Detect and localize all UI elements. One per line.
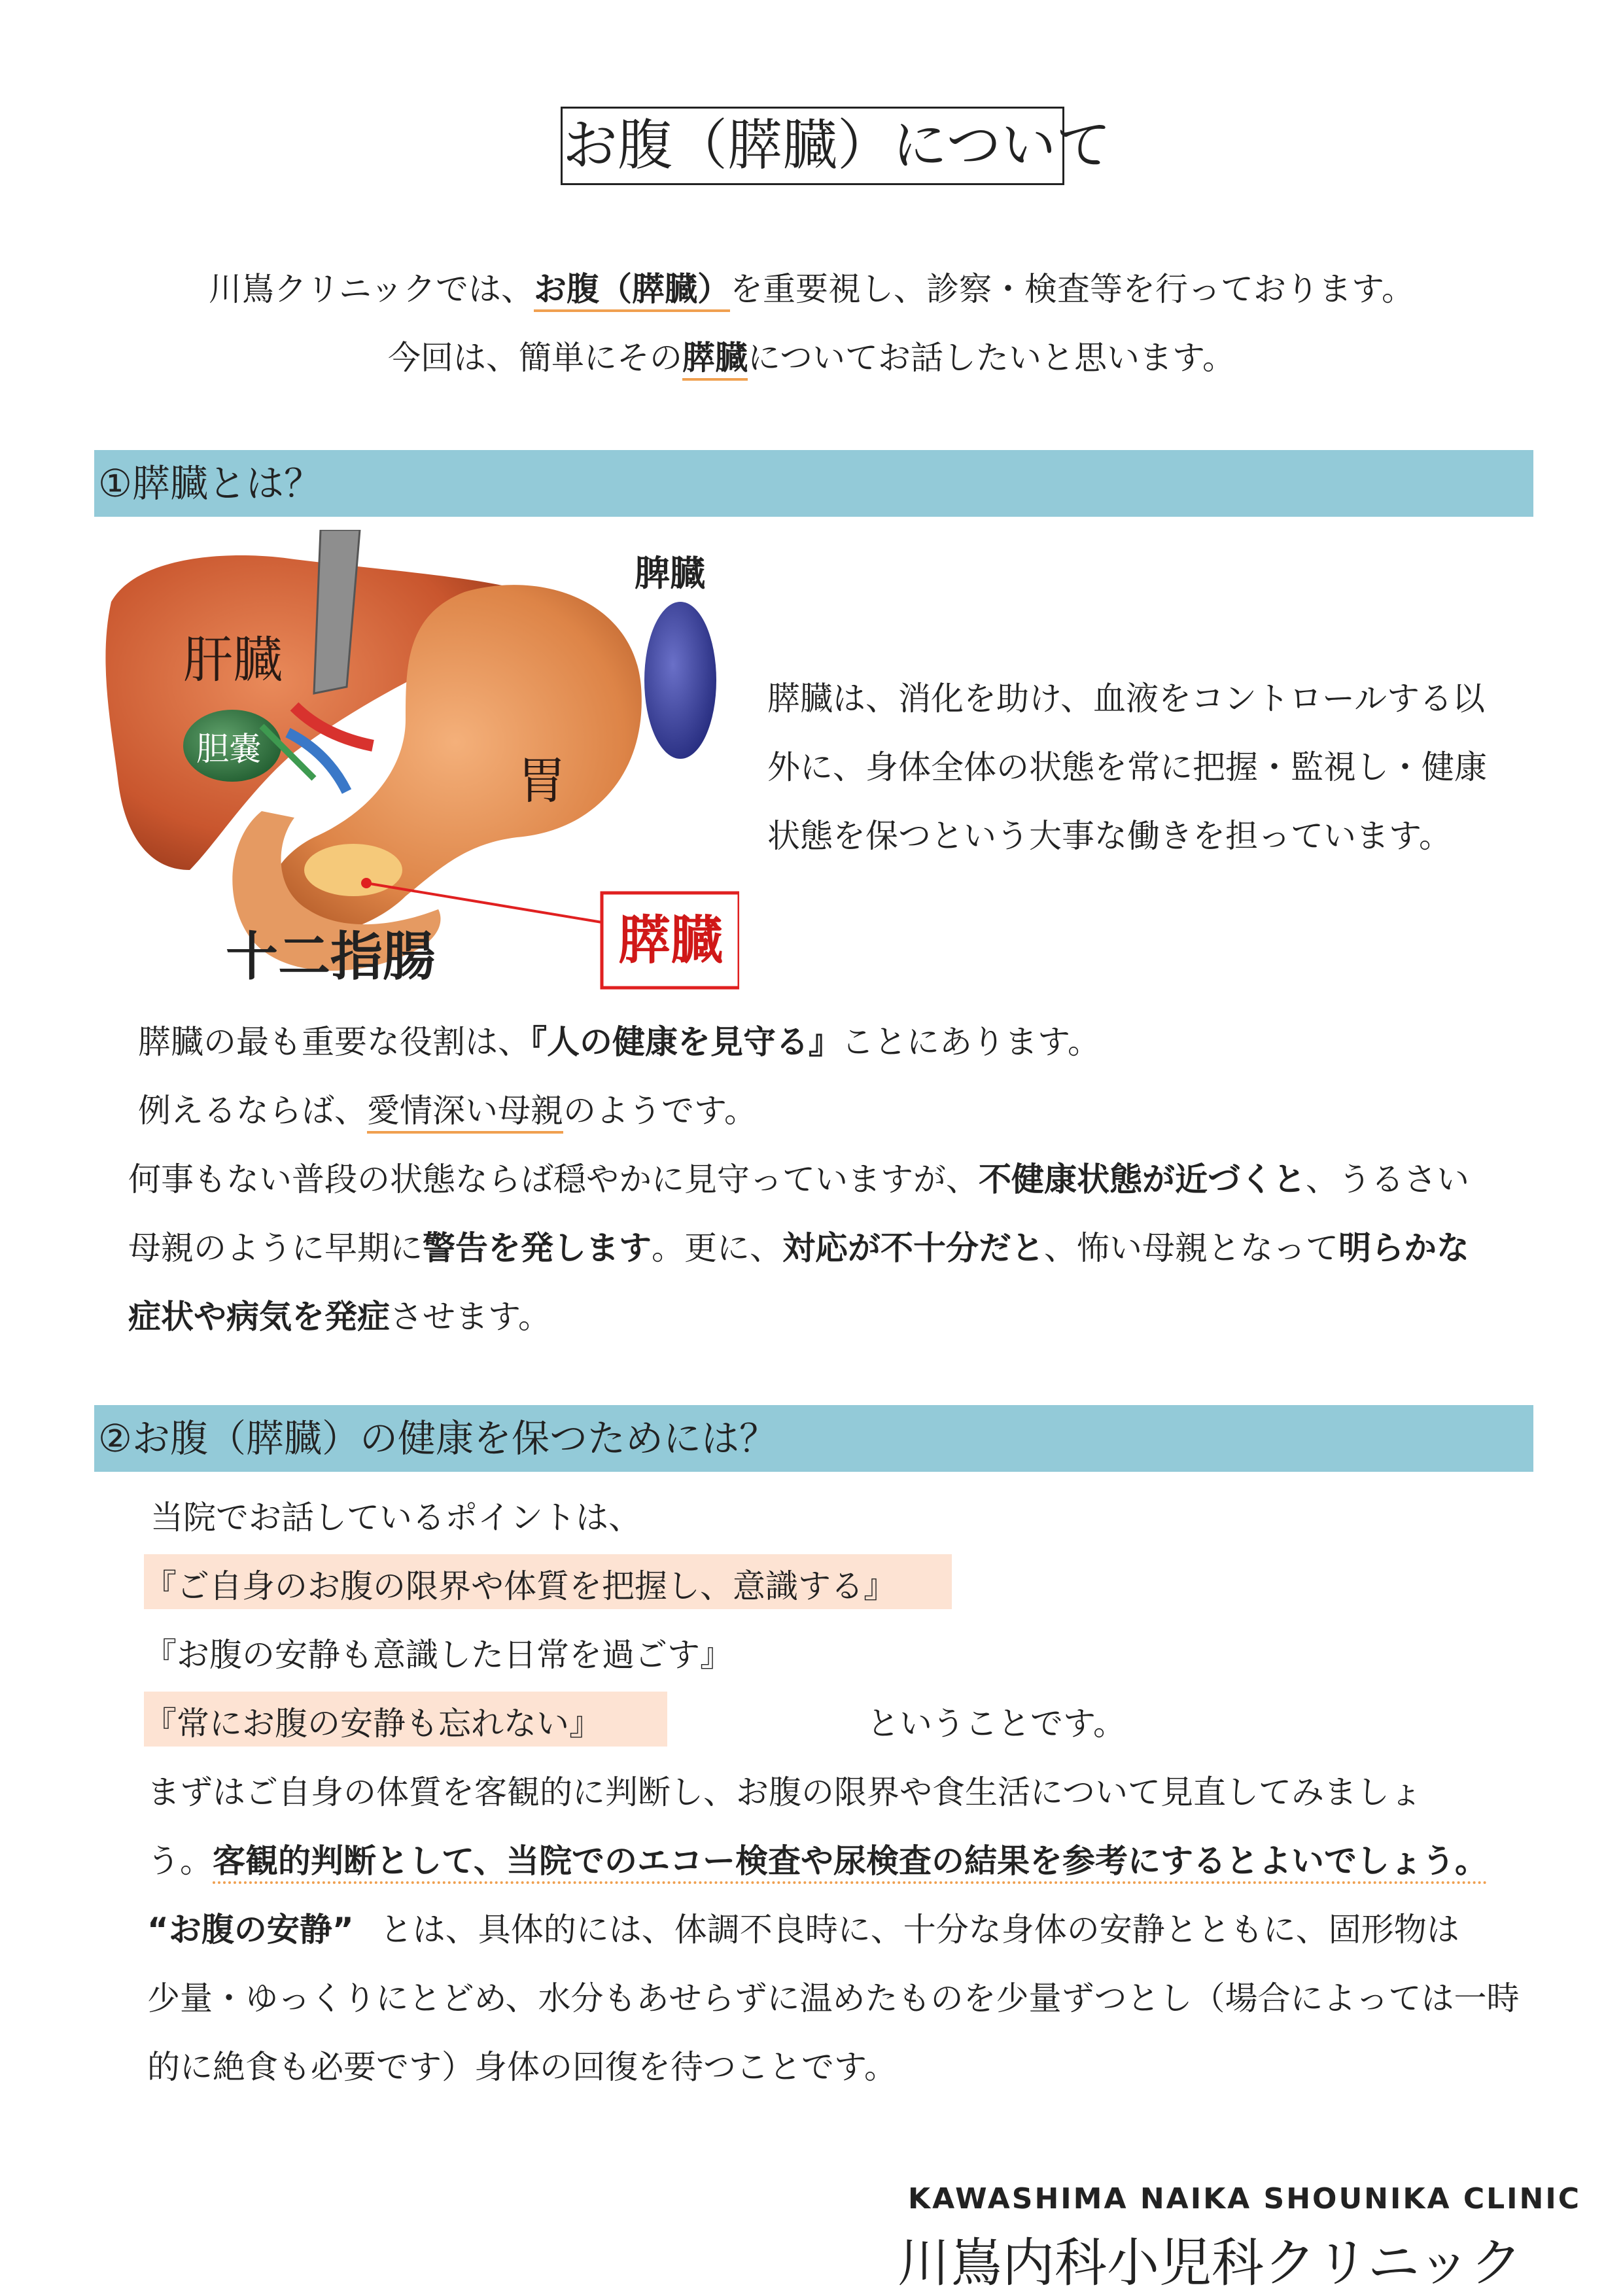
section-2-para-2 <box>147 1835 1488 1882</box>
body-emphasis: 対応が不十分だと <box>782 1229 1044 1267</box>
pancreas-label: 膵臓 <box>618 910 723 971</box>
intro-text: 川嶌クリニックでは、 <box>209 270 534 308</box>
body-emphasis: 明らかな <box>1338 1229 1469 1267</box>
gallbladder-label: 胆嚢 <box>196 730 262 768</box>
pancreas-shape <box>304 844 402 896</box>
section-1-para-4 <box>128 1222 1469 1269</box>
body-text: させます。 <box>390 1298 551 1336</box>
liver-label: 肝臓 <box>183 631 283 689</box>
body-emphasis: 不健康状態が近づくと <box>979 1160 1306 1198</box>
point-3: 『常にお腹の安静も忘れない』 <box>144 1705 602 1743</box>
pancreas-pointer-dot <box>361 878 372 888</box>
section-1-para-5 <box>128 1291 551 1338</box>
intro-emphasis: 膵臓 <box>682 339 748 381</box>
body-text: ことにあります。 <box>841 1023 1100 1061</box>
body-emphasis: 警告を発します <box>423 1229 652 1267</box>
section-2-para-4: 少量・ゆっくりにとどめ、水分もあせらずに温めたものを少量ずつとし（場合によっては一時 <box>147 1979 1520 2017</box>
body-text: とは、具体的には、体調不良時に、十分な身体の安静とともに、固形物は <box>379 1911 1459 1949</box>
duodenum-label: 十二指腸 <box>226 926 435 987</box>
body-text: う。 <box>147 1842 213 1880</box>
pancreas-pointer-line <box>366 883 602 922</box>
side-text-line-2: 外に、身体全体の状態を常に把握・監視し・健康 <box>767 748 1487 786</box>
pancreas-anatomy-illustration <box>98 530 739 994</box>
spleen-label: 脾臓 <box>635 553 705 594</box>
section-1-heading: ①膵臓とは？ <box>94 450 1533 517</box>
body-text: 膵臓の最も重要な役割は、 <box>138 1023 531 1061</box>
section-1-para-2 <box>138 1085 757 1132</box>
section-1-para-1 <box>138 1016 1100 1063</box>
body-text: 、うるさい <box>1306 1160 1469 1198</box>
body-emphasis: 『人の健康を見守る』 <box>531 1023 841 1061</box>
body-emphasis: 症状や病気を発症 <box>128 1298 390 1336</box>
intro-text: についてお話したいと思います。 <box>748 339 1235 377</box>
intro-line-2 <box>0 332 1623 379</box>
section-2-lead: 当院でお話しているポイントは、 <box>150 1499 641 1537</box>
body-underlined: 愛情深い母親 <box>367 1092 563 1134</box>
intro-text: 今回は、簡単にその <box>388 339 682 377</box>
points-tail: ということです。 <box>867 1705 1126 1743</box>
clinic-name-japanese: 川嶌内科小児科クリニック <box>898 2233 1523 2293</box>
body-text: 例えるならば、 <box>138 1092 367 1130</box>
intro-text: を重要視し、診察・検査等を行っております。 <box>730 270 1414 308</box>
body-emphasis: “お腹の安静” <box>147 1911 354 1949</box>
body-emphasis: 客観的判断として、当院でのエコー検査や尿検査の結果を参考にするとよいでしょう。 <box>213 1842 1488 1884</box>
section-1-para-3 <box>128 1153 1469 1200</box>
section-2-para-1: まずはご自身の体質を客観的に判断し、お腹の限界や食生活について見直してみましょ <box>147 1773 1422 1811</box>
body-text: 何事もない普段の状態ならば穏やかに見守っていますが、 <box>128 1160 979 1198</box>
section-2-para-3 <box>147 1904 1459 1951</box>
section-2-para-5: 的に絶食も必要です）身体の回復を待つことです。 <box>147 2048 897 2086</box>
intro-emphasis: お腹（膵臓） <box>534 270 730 312</box>
body-text: 母親のように早期に <box>128 1229 423 1267</box>
body-text: のようです。 <box>563 1092 757 1130</box>
body-text: 。更に、 <box>652 1229 782 1267</box>
intro-line-1 <box>0 263 1623 310</box>
side-text-line-1: 膵臓は、消化を助け、血液をコントロールする以 <box>767 680 1485 718</box>
section-2-heading: ②お腹（膵臓）の健康を保つためには？ <box>94 1405 1533 1472</box>
clinic-name-english: KAWASHIMA NAIKA SHOUNIKA CLINIC <box>908 2182 1582 2216</box>
point-2: 『お腹の安静も意識した日常を過ごす』 <box>144 1636 733 1674</box>
stomach-label: 胃 <box>517 752 567 810</box>
body-text: 、怖い母親となって <box>1044 1229 1338 1267</box>
point-1: 『ご自身のお腹の限界や体質を把握し、意識する』 <box>144 1567 896 1605</box>
spleen-shape <box>644 602 716 759</box>
side-text-line-3: 状態を保つという大事な働きを担っています。 <box>767 817 1452 855</box>
page-title: お腹（膵臓）について <box>561 107 1064 185</box>
